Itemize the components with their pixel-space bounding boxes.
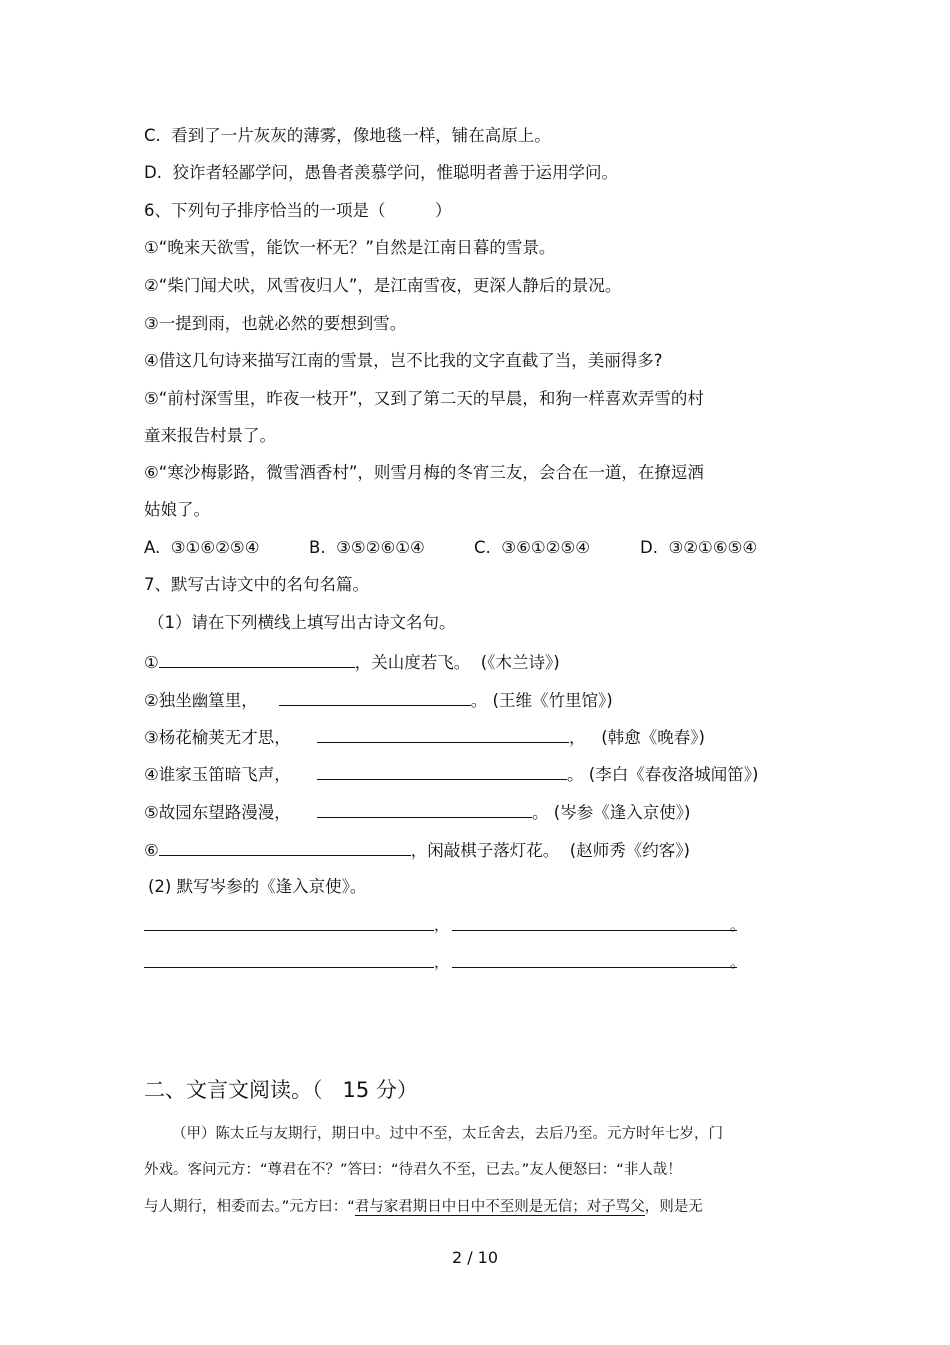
answer-blank[interactable] [317, 725, 569, 743]
sentence-5-line1: ⑤“前村深雪里，昨夜一枝开”，又到了第二天的早晨，和狗一样喜欢弄雪的村 [144, 389, 704, 408]
answer-option-b: B. ③⑤②⑥①④ [309, 538, 425, 557]
question-7-part-1: （1）请在下列横线上填写出古诗文名句。 [148, 613, 456, 632]
answer-option-c: C. ③⑥①②⑤④ [474, 538, 591, 557]
fill-line-5: ⑤故园东望路漫漫， 。 (岑参《逢入京使》) [144, 800, 690, 824]
sentence-5-line2: 童来报告村景了。 [144, 426, 276, 445]
sentence-6-line1: ⑥“寒沙梅影路，微雪酒香村”，则雪月梅的冬宵三友，会合在一道，在撩逗酒 [144, 463, 704, 482]
fill-line-6: ⑥ ，闲敲棋子落灯花。 (赵师秀《约客》) [144, 838, 690, 862]
answer-blank[interactable] [279, 688, 471, 706]
question-7-part-2: (2) 默写岑参的《逢入京使》。 [148, 877, 367, 896]
answer-option-a: A. ③①⑥②⑤④ [144, 538, 260, 557]
fill-line-2: ②独坐幽篁里， 。 (王维《竹里馆》) [144, 688, 613, 712]
option-c-line: C. 看到了一片灰灰的薄雾，像地毯一样，铺在高原上。 [144, 126, 551, 145]
sentence-4: ④借这几句诗来描写江南的雪景，岂不比我的文字直截了当，美丽得多? [144, 351, 663, 370]
fill-line-4: ④谁家玉笛暗飞声， 。 (李白《春夜洛城闻笛》) [144, 762, 758, 786]
answer-blank[interactable] [317, 762, 567, 780]
answer-option-d: D. ③②①⑥⑤④ [640, 538, 758, 557]
section-heading: 二、文言文阅读。（ 15 分） [144, 1078, 418, 1102]
poem-comma-2: ， [434, 953, 450, 971]
answer-blank[interactable] [159, 838, 411, 856]
page-number: 2 / 10 [451, 1248, 499, 1267]
sentence-1: ①“晚来天欲雪，能饮一杯无？”自然是江南日暮的雪景。 [144, 238, 556, 257]
passage-line-3: 与人期行，相委而去。”元方曰：“君与家君期日中日中不至则是无信；对子骂父，则是无 [144, 1199, 703, 1215]
sentence-3: ③一提到雨，也就必然的要想到雪。 [144, 314, 407, 333]
sentence-6-line2: 姑娘了。 [144, 500, 210, 519]
answer-blank[interactable] [317, 800, 532, 818]
fill-line-3: ③杨花榆荚无才思， ， (韩愈《晚春》) [144, 725, 705, 749]
poem-comma-1: ， [434, 916, 450, 934]
question-6-title: 6、下列句子排序恰当的一项是（ ） [144, 201, 452, 220]
poem-blank-2[interactable] [452, 930, 737, 931]
passage-line-1: （甲）陈太丘与友期行，期日中。过中不至，太丘舍去，去后乃至。元方时年七岁，门 [172, 1126, 723, 1142]
fill-line-1: ① ，关山度若飞。 (《木兰诗》) [144, 650, 560, 674]
poem-period-2: 。 [730, 953, 746, 971]
poem-blank-4[interactable] [452, 967, 737, 968]
passage-line-2: 外戏。客问元方：“尊君在不？”答曰：“待君久不至，已去。”友人便怒曰：“非人哉！ [144, 1162, 682, 1178]
poem-blank-1[interactable] [144, 930, 434, 931]
poem-blank-3[interactable] [144, 967, 434, 968]
option-d-line: D. 狡诈者轻鄙学问，愚鲁者羡慕学问，惟聪明者善于运用学问。 [144, 163, 618, 182]
answer-blank[interactable] [159, 650, 355, 668]
question-7-title: 7、默写古诗文中的名句名篇。 [144, 575, 369, 594]
poem-period-1: 。 [730, 916, 746, 934]
sentence-2: ②“柴门闻犬吠，风雪夜归人”，是江南雪夜，更深人静后的景况。 [144, 276, 622, 295]
